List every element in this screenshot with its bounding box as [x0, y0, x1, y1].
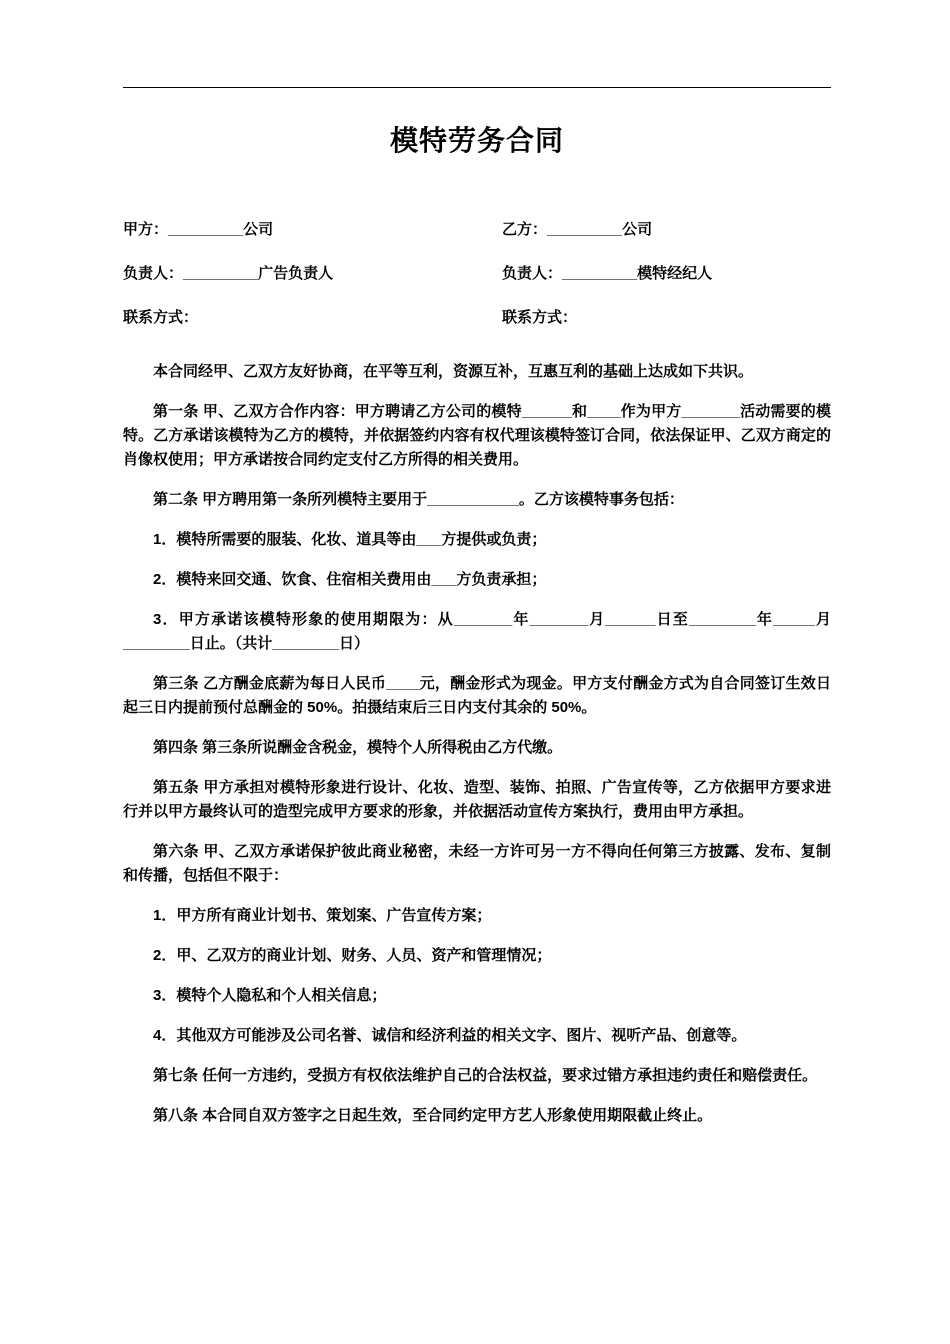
clause-5: 第五条 甲方承担对模特形象进行设计、化妆、造型、装饰、拍照、广告宣传等，乙方依据甲方要求进行并以甲方最终认可的造型完成甲方要求的形象，并依据活动宣传方案执行，费用由甲方承担。 [123, 779, 831, 820]
party-a-contact: 联系方式： [123, 309, 199, 326]
header-rule [123, 87, 831, 88]
party-a-company: 甲方：_________公司 [123, 221, 274, 238]
clause-6-item-2: 2．甲、乙双方的商业计划、财务、人员、资产和管理情况； [153, 947, 552, 964]
party-b-company: 乙方：_________公司 [502, 221, 653, 238]
parties-block [123, 218, 831, 330]
party-row [123, 218, 831, 242]
party-row [123, 262, 831, 286]
document-title: 模特劳务合同 [389, 125, 564, 156]
clause-2: 第二条 甲方聘用第一条所列模特主要用于___________。乙方该模特事务包括： [153, 491, 684, 508]
clause-2-item-2: 2．模特来回交通、饮食、住宿相关费用由___方负责承担； [153, 571, 547, 588]
intro-paragraph: 本合同经甲、乙双方友好协商，在平等互利，资源互补，互惠互利的基础上达成如下共识。 [153, 363, 754, 380]
clause-6: 第六条 甲、乙双方承诺保护彼此商业秘密，未经一方许可另一方不得向任何第三方披露、发布、复制和传播，包括但不限于： [123, 843, 831, 884]
clause-6-item-1: 1．甲方所有商业计划书、策划案、广告宣传方案； [153, 907, 492, 924]
clause-7: 第七条 任何一方违约，受损方有权依法维护自己的合法权益，要求过错方承担违约责任和赔偿责任。 [153, 1067, 818, 1084]
party-b-responsible: 负责人：_________模特经纪人 [502, 265, 713, 282]
party-row [123, 306, 831, 330]
clause-3: 第三条 乙方酬金底薪为每日人民币____元，酬金形式为现金。甲方支付酬金方式为自合同签订生效日起三日内提前预付总酬金的 50%。拍摄结束后三日内支付其余的 50%。 [123, 675, 831, 716]
clause-2-item-1: 1．模特所需要的服装、化妆、道具等由___方提供或负责； [153, 531, 547, 548]
clause-6-item-3: 3．模特个人隐私和个人相关信息； [153, 987, 387, 1004]
party-b-contact: 联系方式： [502, 309, 578, 326]
clause-6-item-4: 4．其他双方可能涉及公司名誉、诚信和经济利益的相关文字、图片、视听产品、创意等。 [153, 1027, 747, 1044]
party-a-responsible: 负责人：_________广告负责人 [123, 265, 334, 282]
contract-body [123, 360, 831, 1128]
clause-4: 第四条 第三条所说酬金含税金，模特个人所得税由乙方代缴。 [153, 739, 563, 756]
clause-2-item-3: 3．甲方承诺该模特形象的使用期限为：从_______年_______月______日至________年_____月________日止。（共计________日） [123, 611, 831, 652]
clause-1: 第一条 甲、乙双方合作内容：甲方聘请乙方公司的模特______和____作为甲方_______活动需要的模特。乙方承诺该模特为乙方的模特，并依据签约内容有权代理该模特签订合同，依法保证甲、乙双方商定的肖像权使用；甲方承诺按合同约定支付乙方所得的相关费用。 [123, 403, 831, 468]
clause-8: 第八条 本合同自双方签字之日起生效，至合同约定甲方艺人形象使用期限截止终止。 [153, 1107, 713, 1124]
